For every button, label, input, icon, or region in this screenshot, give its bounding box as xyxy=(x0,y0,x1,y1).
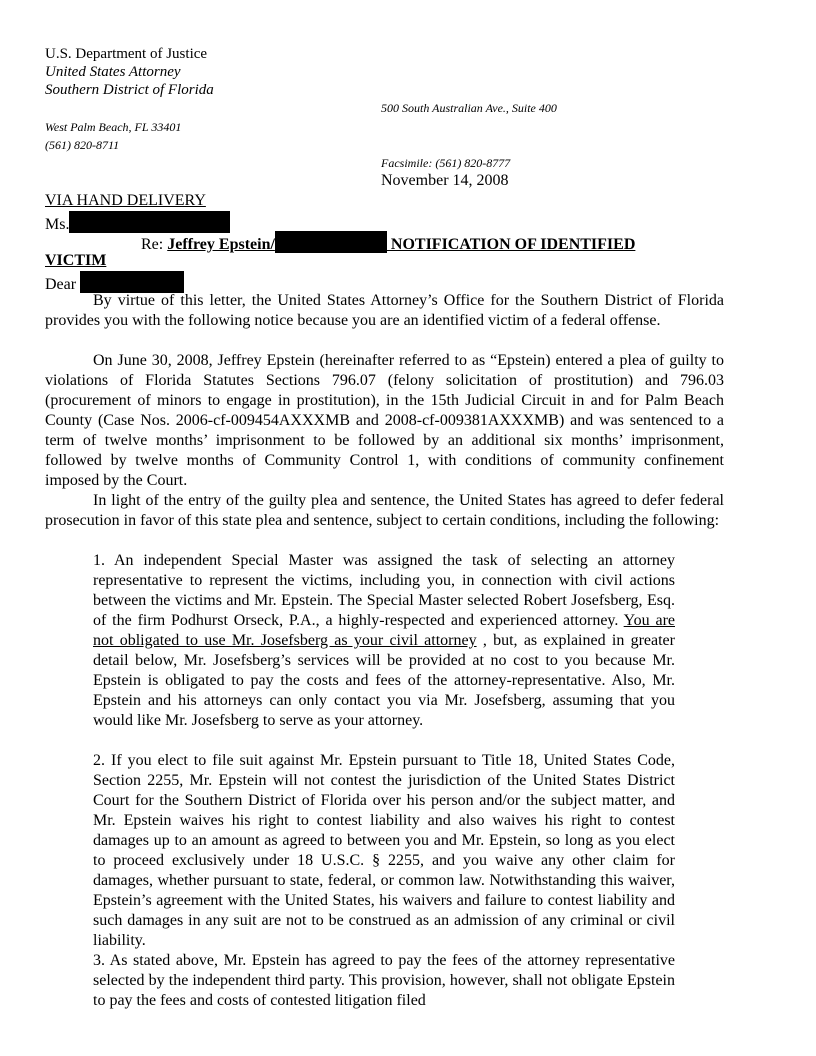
re-subject: NOTIFICATION OF IDENTIFIED xyxy=(386,236,636,253)
phone-number: (561) 820-8711 xyxy=(45,138,120,152)
salutation: Dear xyxy=(45,276,77,293)
redaction-block xyxy=(275,231,387,253)
condition-item-3: 3. As stated above, Mr. Epstein has agreed to pay the fees of the attorney representative selected by the independent third party. This provision, however, shall not obligate Epstein to pay the fees and costs of contested litigation filed xyxy=(93,952,675,1009)
paragraph-notice: By virtue of this letter, the United States Attorney’s Office for the Southern District of Florida provides you with the following notice because you are an identified victim of a federal offense. xyxy=(45,292,724,329)
condition-item-2: 2. If you elect to file suit against Mr. Epstein pursuant to Title 18, United States Code, Section 2255, Mr. Epstein will not contest the jurisdiction of the United States District Court for the Southern District of Florida over his person and/or the subject matter, and Mr. Epstein waives his right to contest liability and also waives his right to contest damages up to an amount as agreed to between you and Mr. Epstein, so long as you elect to proceed exclusively under 18 U.S.C. § 2255, and you waive any other claim for damages, whether pursuant to state, federal, or common law. Notwithstanding this waiver, Epstein’s agreement with the United States, his waivers and failure to contest liability and such damages in any suit are not to be construed as an admission of any criminal or civil liability. xyxy=(93,752,675,949)
office-name: United States Attorney xyxy=(45,64,181,80)
street-address: 500 South Australian Ave., Suite 400 xyxy=(381,101,557,115)
condition-1-text-a: 1. An independent Special Master was assigned the task of selecting an attorney representative to represent the victims, including you, in connection with civil actions between the victims and Mr. Epstein. The Special Master selected Robert Josefsberg, Esq. of the firm Podhurst Orseck, P.A., a highly-respected and experienced attorney. xyxy=(93,552,675,629)
fax-number: Facsimile: (561) 820-8777 xyxy=(381,156,511,170)
redaction-block xyxy=(69,211,230,233)
re-line xyxy=(141,231,635,255)
city-address: West Palm Beach, FL 33401 xyxy=(45,120,182,134)
department-name: U.S. Department of Justice xyxy=(45,46,208,62)
re-label: Re: xyxy=(141,236,164,253)
re-name: Jeffrey Epstein/ xyxy=(167,236,275,253)
paragraph-deferral: In light of the entry of the guilty plea and sentence, the United States has agreed to defer federal prosecution in favor of this state plea and sentence, subject to certain conditions, including the following: xyxy=(45,492,724,529)
condition-item-1 xyxy=(93,551,675,731)
delivery-method: VIA HAND DELIVERY xyxy=(45,192,206,209)
addressee-prefix: Ms. xyxy=(45,216,70,233)
district-name: Southern District of Florida xyxy=(45,82,214,98)
condition-1-text-b: , but, as explained in greater detail below, Mr. Josefsberg’s services will be provided at no cost to you because Mr. Epstein is obligated to pay the costs and fees of the attorney-representative. Also, Mr. Epstein and his attorneys can only contact you via Mr. Josefsberg, assuming that you would like Mr. Josefsberg to serve as your attorney. xyxy=(93,632,675,729)
condition-1-underlined: You are not obligated to use Mr. Josefsberg as your civil attorney xyxy=(93,612,675,649)
paragraph-plea: On June 30, 2008, Jeffrey Epstein (hereinafter referred to as “Epstein) entered a plea of guilty to violations of Florida Statutes Sections 796.07 (felony solicitation of prostitution) and 796.03 (procurement of minors to engage in prostitution), in the 15th Judicial Circuit in and for Palm Beach County (Case Nos. 2006-cf-009454AXXXMB and 2008-cf-009381AXXXMB) and was sentenced to a term of twelve months’ imprisonment to be followed by an additional six months’ imprisonment, followed by twelve months of Community Control 1, with conditions of community confinement imposed by the Court. xyxy=(45,352,724,489)
letter-date: November 14, 2008 xyxy=(381,172,509,189)
redaction-block xyxy=(80,271,184,293)
re-subject-continued: VICTIM xyxy=(45,252,107,269)
